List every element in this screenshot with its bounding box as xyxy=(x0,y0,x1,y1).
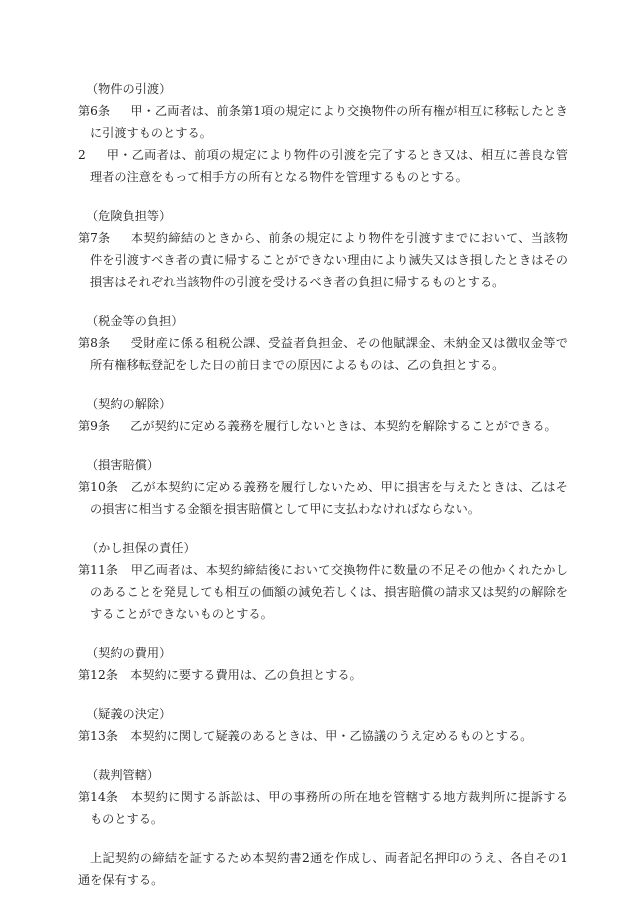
article-6-sub-text: 甲・乙両者は、前項の規定により物件の引渡を完了するとき又は、相互に善良な管理者の注意をもって相手方の所有となる物件を管理するものとする。 xyxy=(90,148,568,184)
article-10-paragraph xyxy=(78,476,568,520)
article-6-number: 第6条 xyxy=(78,104,111,118)
article-8-heading: （税金等の負担） xyxy=(86,314,184,328)
article-11-number: 第11条 xyxy=(78,563,118,577)
article-11-heading: （かし担保の責任） xyxy=(86,541,196,555)
article-8-number: 第8条 xyxy=(78,336,111,350)
article-9-number: 第9条 xyxy=(78,419,111,433)
closing-statement: 上記契約の締結を証するため本契約書2通を作成し、両者記名押印のうえ、各自その1通を保有する。 xyxy=(78,851,568,887)
article-6-sub-number: 2 xyxy=(78,148,86,162)
article-14-text: 本契約に関する訴訟は、甲の事務所の所在地を管轄する地方裁判所に提訴するものとする。 xyxy=(90,790,568,826)
article-10-heading: （損害賠償） xyxy=(86,458,160,472)
article-10-text: 乙が本契約に定める義務を履行しないため、甲に損害を与えたときは、乙はその損害に相当する金額を損害賠償として甲に支払わなければならない。 xyxy=(90,480,568,516)
article-6-text: 甲・乙両者は、前条第1項の規定により交換物件の所有権が相互に移転したときに引渡すものとする。 xyxy=(90,104,568,140)
article-8-text: 受財産に係る租税公課、受益者負担金、その他賦課金、未納金又は徴収金等で所有権移転登記をした日の前日までの原因によるものは、乙の負担とする。 xyxy=(90,336,568,372)
article-6-paragraph xyxy=(78,100,568,144)
article-14-heading: （裁判管轄） xyxy=(86,768,160,782)
article-13-heading: （疑義の決定） xyxy=(86,707,172,721)
article-8-paragraph xyxy=(78,332,568,376)
article-7-paragraph xyxy=(78,227,568,293)
article-13-paragraph xyxy=(78,725,568,747)
article-7-heading: （危険負担等） xyxy=(86,209,172,223)
article-12-heading: （契約の費用） xyxy=(86,646,172,660)
article-13-number: 第13条 xyxy=(78,729,118,743)
article-14-paragraph xyxy=(78,786,568,830)
contract-page xyxy=(78,78,568,891)
article-10-number: 第10条 xyxy=(78,480,118,494)
article-12-paragraph xyxy=(78,664,568,686)
article-7-number: 第7条 xyxy=(78,231,111,245)
article-13-text: 本契約に関して疑義のあるときは、甲・乙協議のうえ定めるものとする。 xyxy=(118,729,533,743)
article-9-heading: （契約の解除） xyxy=(86,397,172,411)
article-6-subparagraph xyxy=(78,144,568,188)
article-11-paragraph xyxy=(78,559,568,625)
article-14-number: 第14条 xyxy=(78,790,118,804)
article-11-text: 甲乙両者は、本契約締結後において交換物件に数量の不足その他かくれたかしのあることを発見しても相互の価額の減免若しくは、損害賠償の請求又は契約の解除をすることができないものとする。 xyxy=(90,563,568,621)
article-9-paragraph xyxy=(78,415,568,437)
article-12-text: 本契約に要する費用は、乙の負担とする。 xyxy=(118,668,362,682)
article-12-number: 第12条 xyxy=(78,668,118,682)
article-7-text: 本契約締結のときから、前条の規定により物件を引渡すまでにおいて、当該物件を引渡すべき者の責に帰することができない理由により滅失又はき損したときはその損害はそれぞれ当該物件の引渡を受けるべき者の負担に帰するものとする。 xyxy=(90,231,568,289)
article-6-heading: （物件の引渡） xyxy=(86,82,172,96)
article-9-text: 乙が契約に定める義務を履行しないときは、本契約を解除することができる。 xyxy=(118,419,557,433)
